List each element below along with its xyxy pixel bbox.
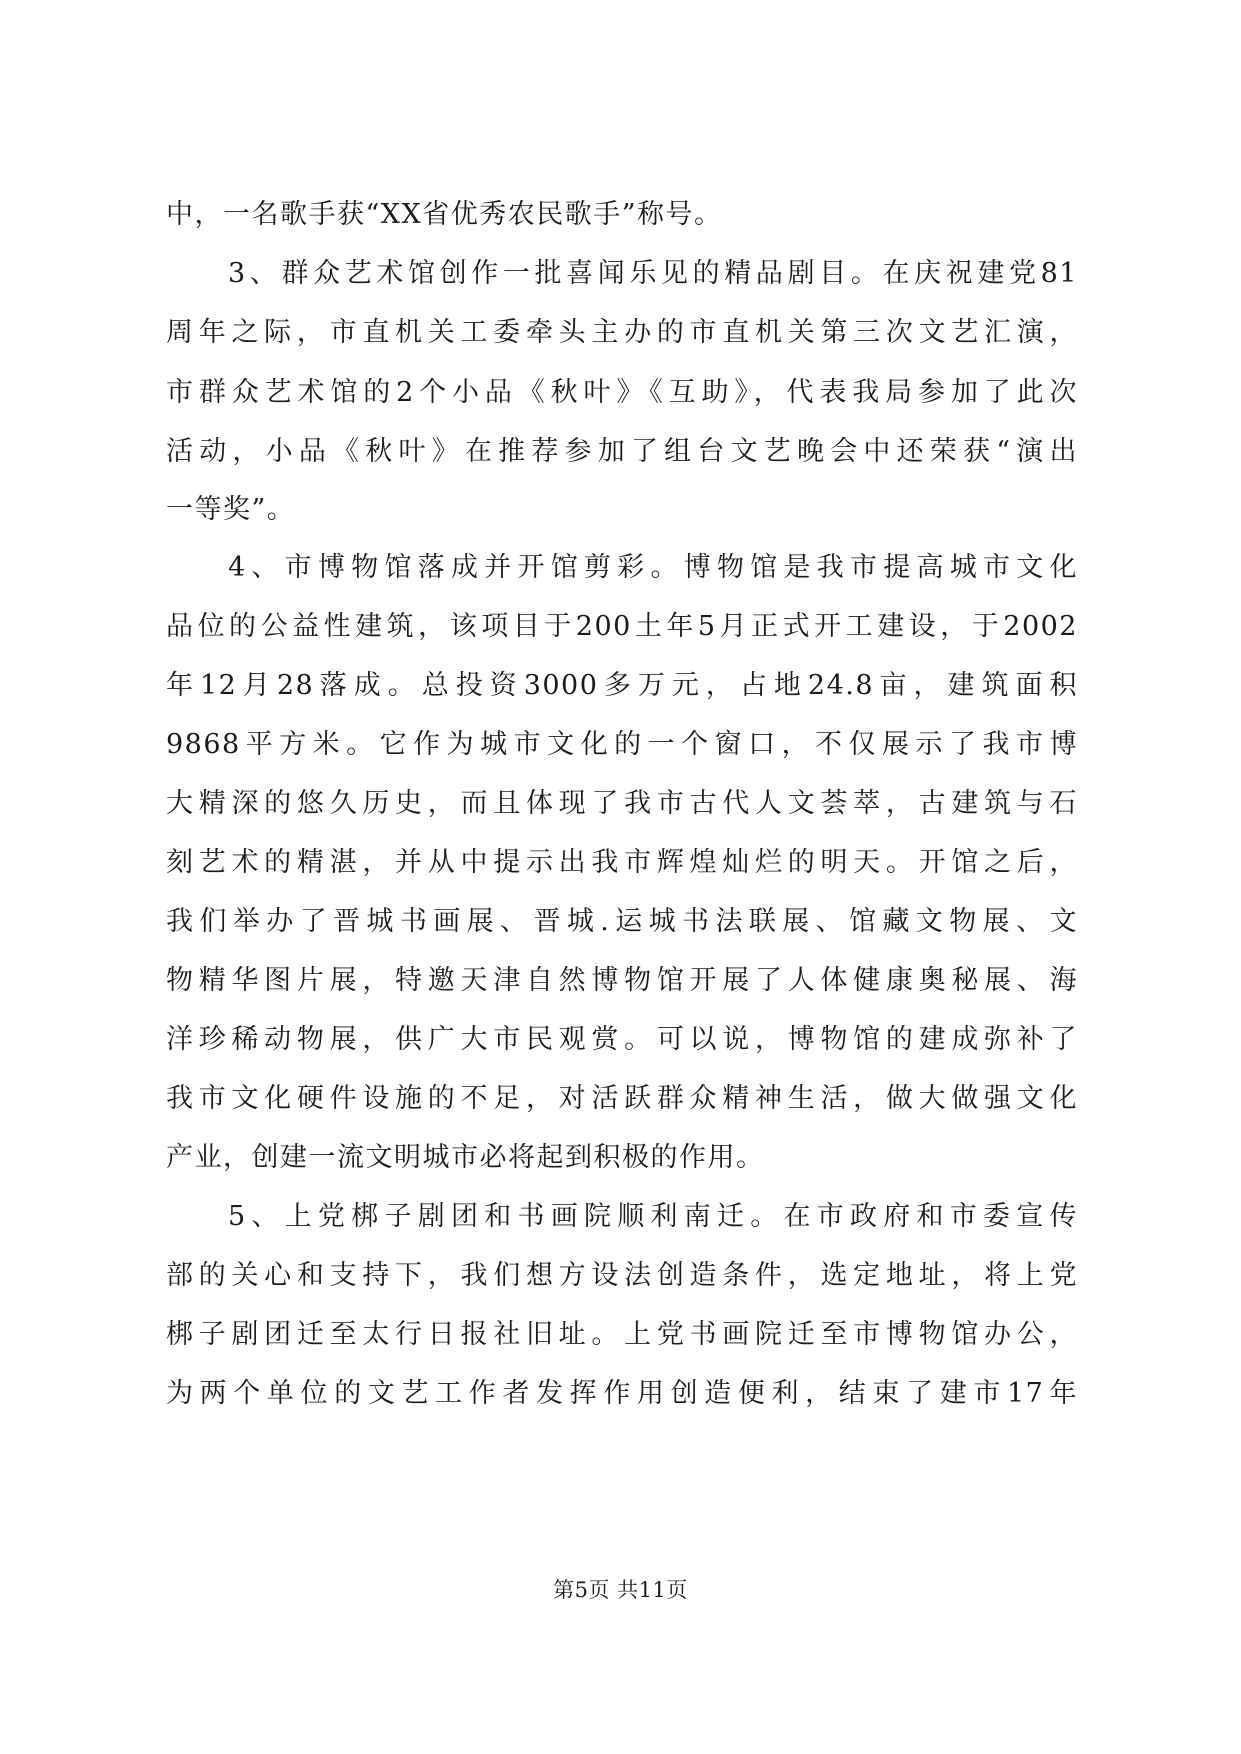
text-line: 品位的公益性建筑，该项目于200土年5月正式开工建设，于2002 — [166, 611, 1078, 642]
text-line: 物精华图片展，特邀天津自然博物馆开展了人体健康奥秘展、海 — [166, 965, 1078, 996]
text-line: 年12月28落成。总投资3000多万元，占地24.8亩，建筑面积 — [166, 670, 1078, 701]
text-line: 为两个单位的文艺工作者发挥作用创造便利，结束了建市17年 — [166, 1378, 1078, 1409]
text-line: 我们举办了晋城书画展、晋城.运城书法联展、馆藏文物展、文 — [166, 906, 1078, 937]
text-line: 我市文化硬件设施的不足，对活跃群众精神生活，做大做强文化 — [166, 1083, 1078, 1114]
text-line: 5、上党梆子剧团和书画院顺利南迁。在市政府和市委宣传 — [228, 1201, 1078, 1232]
page-number-footer: 第5页 共11页 — [553, 1578, 688, 1602]
text-line: 周年之际，市直机关工委牵头主办的市直机关第三次文艺汇演， — [166, 317, 1078, 348]
text-line: 梆子剧团迁至太行日报社旧址。上党书画院迁至市博物馆办公， — [166, 1319, 1078, 1350]
text-line: 刻艺术的精湛，并从中提示出我市辉煌灿烂的明天。开馆之后， — [166, 847, 1078, 878]
text-line: 活动，小品《秋叶》在推荐参加了组台文艺晚会中还荣获“演出 — [166, 436, 1078, 467]
text-line: 部的关心和支持下，我们想方设法创造条件，选定地址，将上党 — [166, 1260, 1078, 1291]
text-line: 一等奖”。 — [166, 494, 296, 525]
text-line: 大精深的悠久历史，而且体现了我市古代人文荟萃，古建筑与石 — [166, 788, 1078, 819]
text-line: 3、群众艺术馆创作一批喜闻乐见的精品剧目。在庆祝建党81 — [228, 258, 1078, 289]
text-line: 4、市博物馆落成并开馆剪彩。博物馆是我市提高城市文化 — [228, 552, 1078, 583]
text-line: 产业，创建一流文明城市必将起到积极的作用。 — [166, 1142, 765, 1173]
text-line: 中，一名歌手获“XX省优秀农民歌手”称号。 — [166, 199, 723, 230]
text-line: 9868平方米。它作为城市文化的一个窗口，不仅展示了我市博 — [166, 729, 1078, 760]
text-line: 市群众艺术馆的2个小品《秋叶》《互助》，代表我局参加了此次 — [166, 377, 1078, 408]
text-line: 洋珍稀动物展，供广大市民观赏。可以说，博物馆的建成弥补了 — [166, 1024, 1078, 1055]
